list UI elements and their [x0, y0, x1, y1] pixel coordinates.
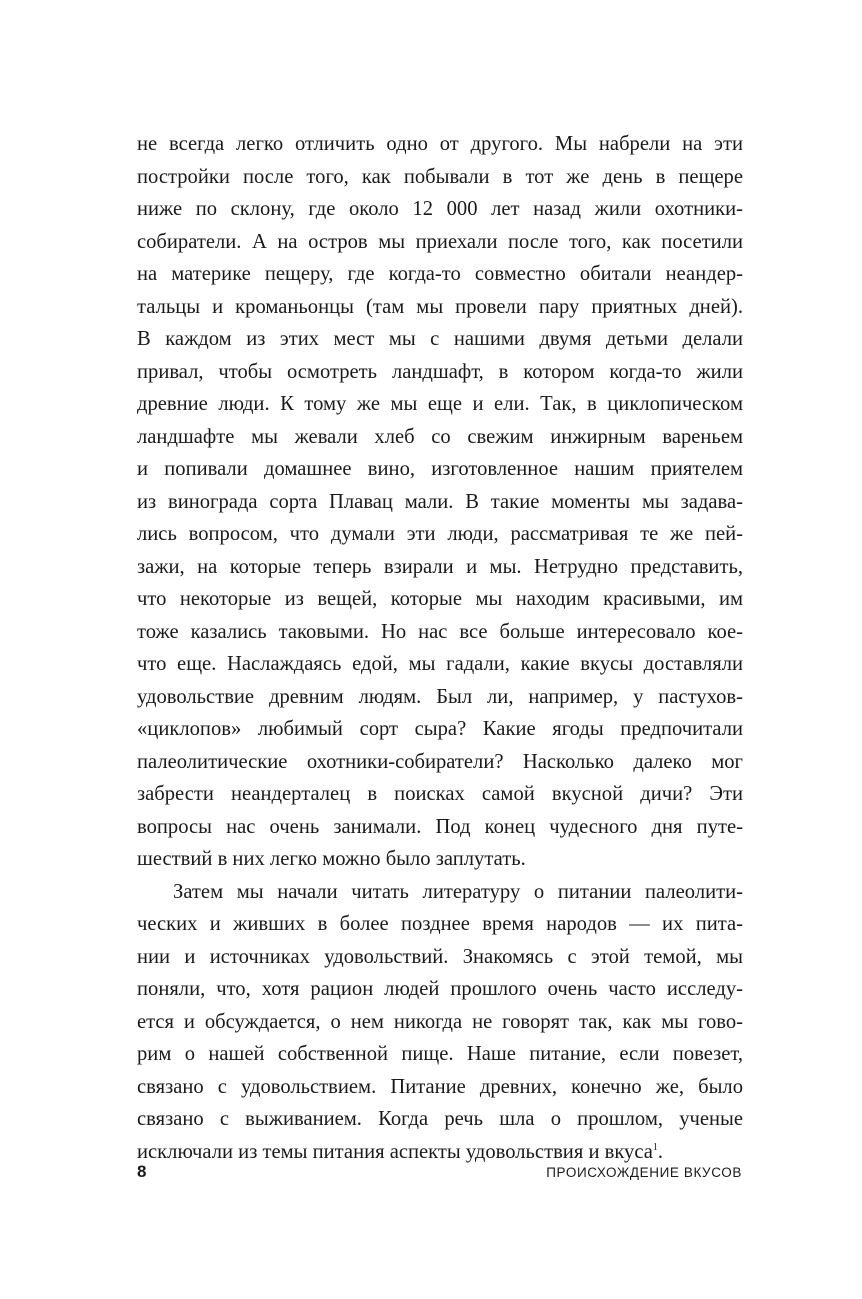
text-line: удовольствие древним людям. Был ли, например, у пастухов-	[137, 685, 743, 708]
text-line: ландшафте мы жевали хлеб со свежим инжирным вареньем	[137, 425, 743, 448]
text-line: тоже казались таковыми. Но нас все больше интересовало кое-	[137, 620, 743, 643]
text-line: и попивали домашнее вино, изготовленное нашим приятелем	[137, 458, 743, 480]
text-line: «циклопов» любимый сорт сыра? Какие ягоды предпочитали	[137, 718, 743, 740]
text-line: Затем мы начали читать литературу о питании палеолити-	[173, 880, 743, 903]
running-title: ПРОИСХОЖДЕНИЕ ВКУСОВ	[546, 1165, 742, 1180]
text-line: собиратели. А на остров мы приехали после того, как посетили	[137, 230, 743, 253]
text-line: ется и обсуждается, о нем никогда не говорят так, как мы гово-	[137, 1010, 743, 1033]
paragraph-1	[137, 128, 743, 876]
text-segment: исключали из темы питания аспекты удовольствия и вкуса	[137, 1140, 653, 1163]
text-line: связано с удовольствием. Питание древних, конечно же, было	[137, 1075, 743, 1098]
text-line: забрести неандерталец в поисках самой вкусной дичи? Эти	[137, 783, 743, 805]
text-line: палеолитические охотники-собиратели? Насколько далеко мог	[137, 750, 743, 773]
page-number: 8	[137, 1162, 147, 1181]
text-line: поняли, что, хотя рацион людей прошлого очень часто исследу-	[137, 978, 743, 1000]
text-line: древние люди. К тому же мы еще и ели. Так, в циклопическом	[137, 393, 743, 415]
text-line: нии и источниках удовольствий. Знакомясь с этой темой, мы	[137, 945, 743, 968]
final-punctuation: .	[657, 1140, 664, 1163]
text-line: тальцы и кроманьонцы (там мы провели пару приятных дней).	[137, 295, 743, 318]
text-line: из винограда сорта Плавац мали. В такие моменты мы задава-	[137, 490, 743, 513]
text-line: ниже по склону, где около 12 000 лет назад жили охотники-	[137, 198, 743, 220]
text-line: привал, чтобы осмотреть ландшафт, в котором когда-то жили	[137, 360, 743, 383]
text-line: что еще. Наслаждаясь едой, мы гадали, какие вкусы доставляли	[137, 653, 743, 675]
body-text	[137, 128, 743, 1168]
footnote-marker[interactable]: 1	[652, 1141, 658, 1153]
text-line: рим о нашей собственной пище. Наше питание, если повезет,	[137, 1043, 743, 1065]
text-line: зажи, на которые теперь взирали и мы. Нетрудно представить,	[137, 555, 743, 578]
text-line: ческих и живших в более позднее время народов — их пита-	[137, 913, 743, 935]
text-line: вопросы нас очень занимали. Под конец чудесного дня путе-	[137, 815, 743, 838]
text-line-final	[137, 1136, 743, 1169]
text-line: не всегда легко отличить одно от другого. Мы набрели на эти	[137, 133, 743, 155]
text-line: связано с выживанием. Когда речь шла о прошлом, ученые	[137, 1108, 743, 1130]
text-line: шествий в них легко можно было заплутать.	[137, 848, 526, 870]
text-line: что некоторые из вещей, которые мы находим красивыми, им	[137, 588, 743, 610]
text-line: постройки после того, как побывали в тот же день в пещере	[137, 165, 743, 188]
text-line: лись вопросом, что думали эти люди, рассматривая те же пей-	[137, 523, 743, 545]
paragraph-2	[137, 876, 743, 1169]
text-line: В каждом из этих мест мы с нашими двумя детьми делали	[137, 328, 743, 350]
text-line: на материке пещеру, где когда-то совместно обитали неандер-	[137, 263, 743, 285]
